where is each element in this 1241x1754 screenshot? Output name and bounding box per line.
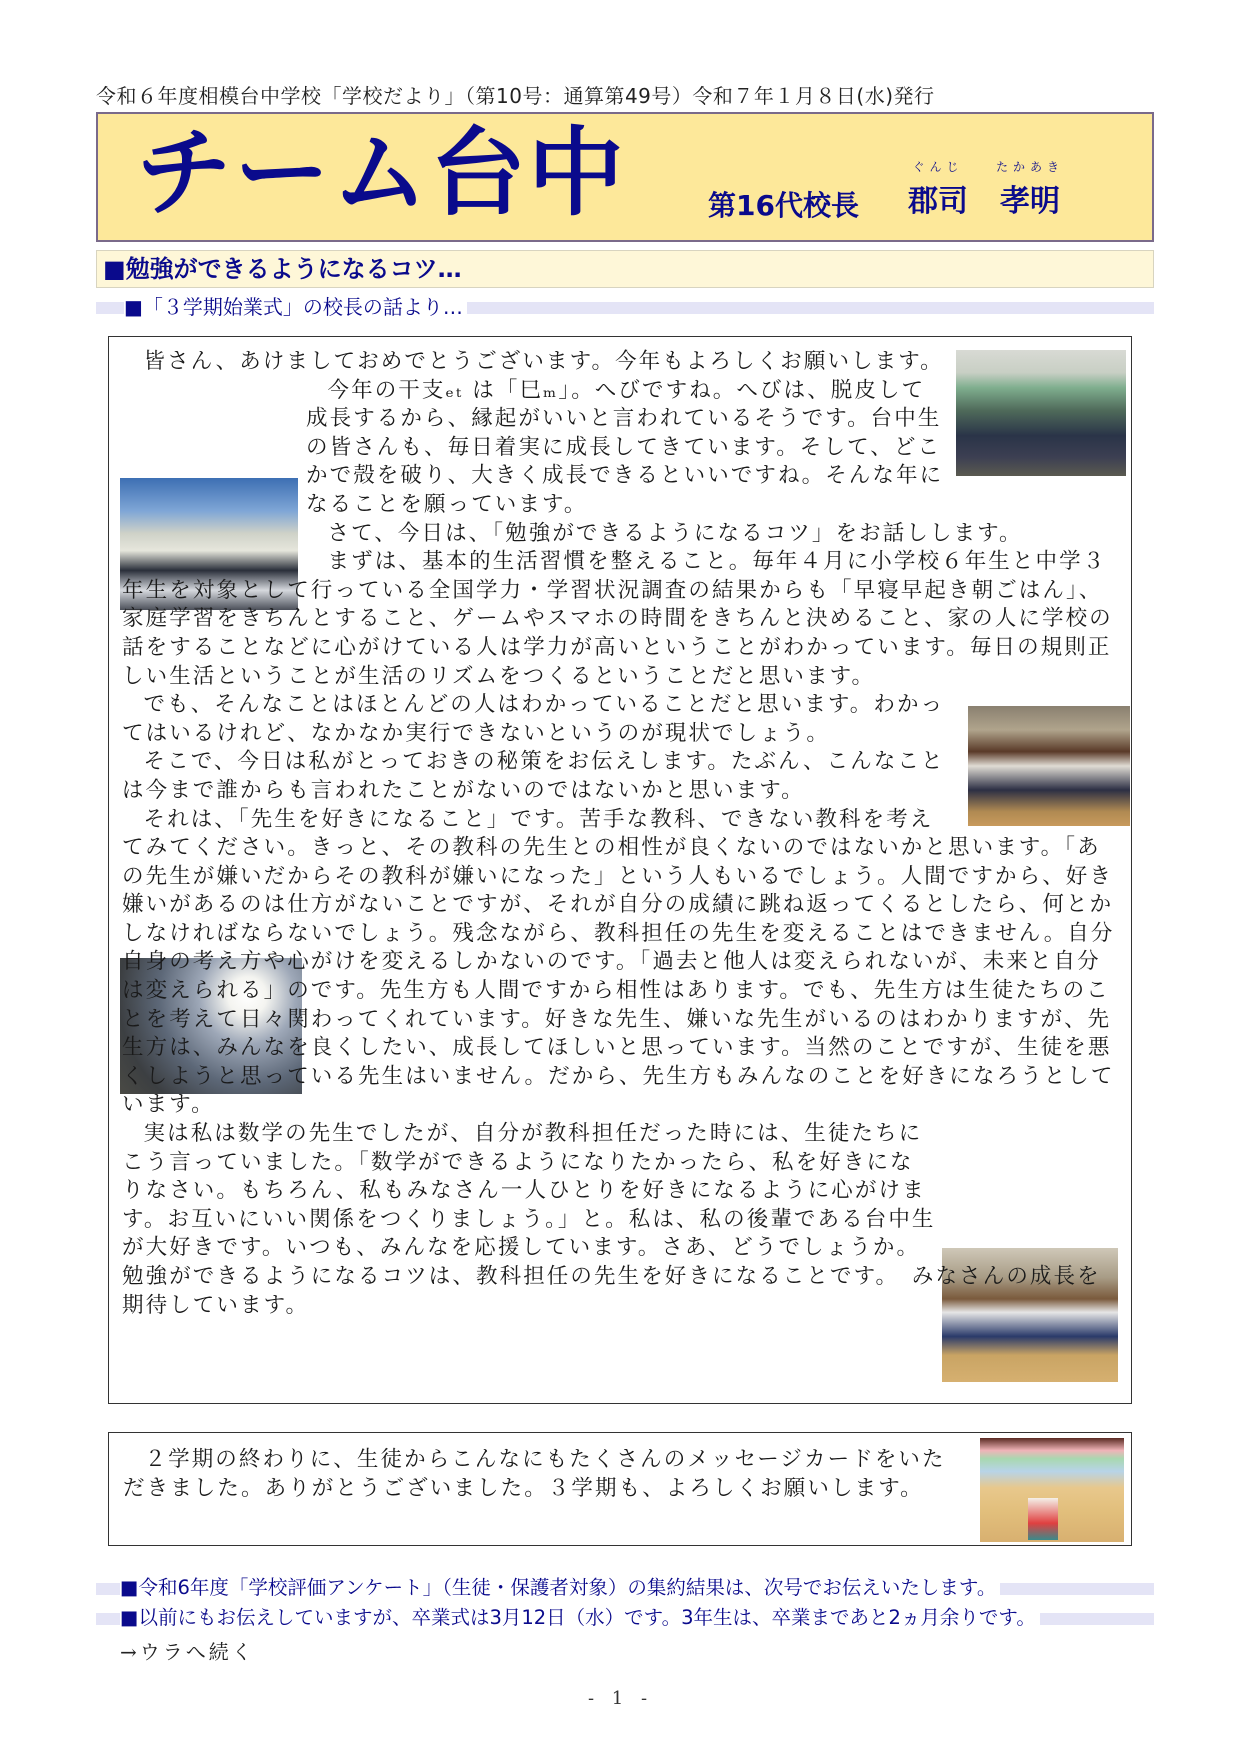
notice-text: 以前にもお伝えしていますが、卒業式は3月12日（水）です。3年生は、卒業まであと2ヵ月余りです。 — [138, 1606, 1036, 1629]
message-text — [123, 1445, 963, 1503]
sub-heading-text: 「３学期始業式」の校長の話より… — [142, 295, 463, 319]
speech-paragraph-7: それは、「先生を好きになること」です。苦手な教科、できない教科を考えてみてください。きっと、その教科の先生との相性が良くないのではないかと思います。「あの先生が嫌いだからその教科が嫌いになった」という人もいるでしょう。人間ですから、好き嫌いがあるのは仕方がないことですが、それが自分の成績に跳ね返ってくるとしたら、何とかしなければならないでしょう。残念ながら、教科担任の先生を変えることはできません。自分自身の考え方や心がけを変えるしかないのです。「過去と他人は変えられないが、未来と自分は変えられる」のです。先生方も人間ですから相性はあります。でも、先生方は生徒たちのことを考えて日々関わってくれています。好きな先生、嫌いな先生がいるのはわかりますが、先生方は、みんなを良くしたい、成長してほしいと思っています。当然のことですが、生徒を悪くしようと思っている先生はいません。だから、先生方もみんなのことを好きになろうとしています。 — [122, 806, 1115, 1118]
speech-paragraph-6: そこで、今日は私がとっておきの秘策をお伝えします。たぶん、こんなことは今まで誰からも言われたことがないのではないかと思います。 — [122, 749, 945, 803]
speech-text — [122, 348, 1122, 1320]
speech-paragraph-1: 皆さん、あけましておめでとうございます。今年もよろしくお願いします。 — [143, 349, 944, 374]
newsletter-title: チーム台中 — [136, 117, 626, 229]
float-spacer — [952, 691, 1122, 811]
given-name-ruby: たかあき — [996, 160, 1065, 174]
principal-given-name — [996, 158, 1064, 220]
page-number: - 1 - — [587, 1688, 654, 1709]
square-bullet-icon: ■ — [120, 1606, 139, 1629]
issue-line: 令和６年度相模台中学校「学校だより」（第10号：通算第49号）令和７年１月８日(水)発行 — [96, 84, 935, 108]
square-bullet-icon: ■ — [103, 255, 126, 283]
notice-graduation — [96, 1604, 1154, 1632]
square-bullet-icon: ■ — [120, 1576, 139, 1599]
speech-paragraph-3: さて、今日は、「勉強ができるようになるコツ」をお話しします。 — [327, 520, 1023, 546]
section-heading — [96, 250, 1154, 288]
surname-ruby: ぐんじ — [912, 160, 964, 174]
sub-heading — [96, 294, 1154, 320]
message-cards-photo — [980, 1438, 1124, 1542]
christmas-card — [1028, 1498, 1058, 1540]
notice-text: 令和6年度「学校評価アンケート」（生徒・保護者対象）の集約結果は、次号でお伝えいたします。 — [138, 1576, 997, 1599]
continue-on-back: →ウラへ続く — [120, 1640, 255, 1664]
masthead — [96, 112, 1154, 242]
speech-paragraph-5: でも、そんなことはほとんどの人はわかっていることだと思います。わかってはいるけれど、なかなか実行できないというのが現状でしょう。 — [122, 692, 945, 746]
principal-surname — [908, 158, 968, 220]
message-box — [108, 1432, 1132, 1546]
speech-paragraph-4: まずは、基本的生活習慣を整えること。毎年４月に小学校６年生と中学３年生を対象として行っている全国学力・学習状況調査の結果からも「早寝早起き朝ごはん」、家庭学習をきちんとすること、ゲームやスマホの時間をきちんと決めること、家の人に学校の話をすることなどに心がけている人は学力が高いということがわかっています。毎日の規則正しい生活ということが生活のリズムをつくるということだと思います。 — [122, 549, 1113, 689]
message-paragraph: ２学期の終わりに、生徒からこんなにもたくさんのメッセージカードをいただきました。ありがとうございました。３学期も、よろしくお願いします。 — [123, 1447, 946, 1501]
speech-paragraph-2: 今年の干支ₑₜ は「巳ₘ」。へびですね。へびは、脱皮して成長するから、縁起がいいと言われているそうです。台中生の皆さんも、毎日着実に成長してきています。そして、どこかで殻を破り、大きく成長できるといいですね。そんな年になることを願っています。 — [306, 377, 944, 517]
float-spacer — [944, 348, 1122, 474]
float-spacer — [936, 1120, 1122, 1254]
surname: 郡司 — [908, 184, 968, 219]
float-spacer — [122, 435, 306, 567]
principal-label: 第16代校長 — [708, 189, 859, 222]
section-heading-text: 勉強ができるようになるコツ… — [125, 255, 462, 283]
speech-paragraph-8: 実は私は数学の先生でしたが、自分が教科担任だった時には、生徒たちにこう言っていました。「数学ができるようになりたかったら、私を好きになりなさい。もちろん、私もみなさん一人ひとりを好きになるように心がけます。お互いにいい関係をつくりましょう。」と。私は、私の後輩である台中生が大好きです。いつも、みんなを応援しています。さあ、どうでしょうか。 — [122, 1121, 936, 1261]
square-bullet-icon: ■ — [124, 295, 143, 319]
notice-survey — [96, 1574, 1154, 1602]
given-name: 孝明 — [1000, 184, 1060, 219]
speech-paragraph-9: 勉強ができるようになるコツは、教科担任の先生を好きになることです。 みなさんの成長を期待しています。 — [122, 1264, 1101, 1318]
